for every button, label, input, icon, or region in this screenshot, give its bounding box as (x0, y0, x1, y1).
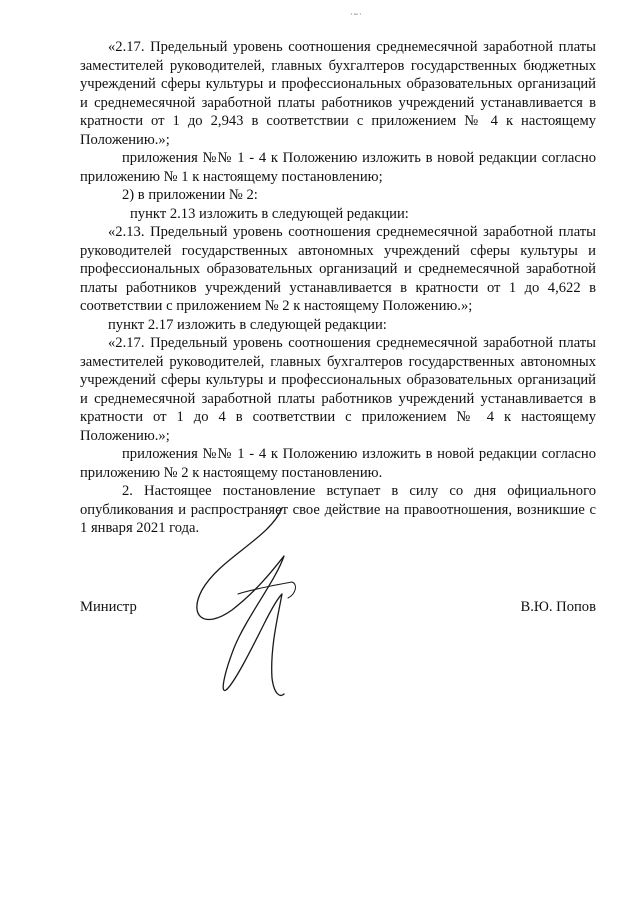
scan-mark: ·~· (350, 10, 363, 19)
document-body (80, 38, 596, 538)
paragraph-appendix-2-revision: приложения №№ 1 - 4 к Положению изложить в новой редакции согласно приложению № 2 к настоящему постановлению. (80, 446, 596, 481)
paragraph-clause-2-17-intro: пункт 2.17 изложить в следующей редакции: (108, 316, 387, 333)
paragraph-2-13-autonomous: «2.13. Предельный уровень соотношения среднемесячной заработной платы руководителей государственных автономных учреждений сферы культуры и профессиональных образовательных организаций и среднемесячной заработной платы работников учреждений устанавливается в кратности от 1 до 4,622 в соответствии с приложением № 2 к настоящему Положению.»; (80, 224, 596, 314)
signatory-title: Министр (80, 599, 137, 615)
paragraph-2-17-budget: «2.17. Предельный уровень соотношения среднемесячной заработной платы заместителей руководителей, главных бухгалтеров государственных бюджетных учреждений сферы культуры и профессиональных образовательных организаций и среднемесячной заработной платы работников учреждений устанавливается в кратности от 1 до 2,943 в соответствии с приложением № 4 к настоящему Положению.»; (80, 39, 596, 148)
paragraph-appendix-2-heading: 2) в приложении № 2: (122, 187, 258, 203)
paragraph-2-17-autonomous: «2.17. Предельный уровень соотношения среднемесячной заработной платы заместителей руководителей, главных бухгалтеров государственных автономных учреждений сферы культуры и профессиональных образовательных организаций и среднемесячной заработной платы работников учреждений устанавливается в кратности от 1 до 4 в соответствии с приложением № 4 к настоящему Положению.»; (80, 335, 596, 444)
paragraph-clause-2-13-intro: пункт 2.13 изложить в следующей редакции: (130, 205, 409, 222)
handwritten-signature (180, 498, 330, 698)
signatory-name: В.Ю. Попов (520, 599, 596, 615)
paragraph-appendix-1-revision: приложения №№ 1 - 4 к Положению изложить в новой редакции согласно приложению № 1 к настоящему постановлению; (80, 150, 596, 185)
paragraph-effective-date: 2. Настоящее постановление вступает в силу со дня официального опубликования и распространяет свое действие на правоотношения, возникшие с 1 января 2021 года. (80, 483, 596, 536)
